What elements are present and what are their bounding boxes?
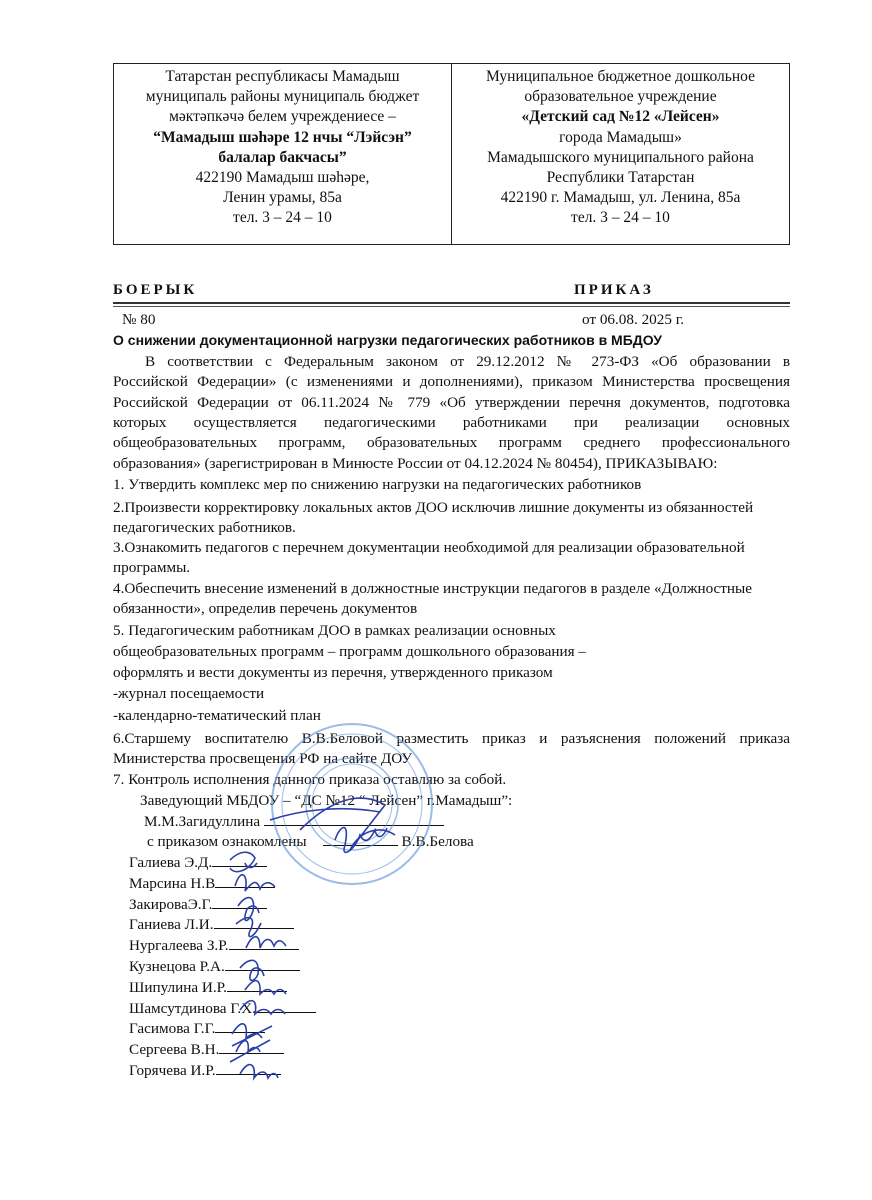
staff-name: Марсина Н.В	[129, 874, 216, 892]
body-line: 5. Педагогическим работникам ДОО в рамках реализации основных	[113, 622, 556, 639]
doc-type-russian: ПРИКАЗ	[574, 282, 654, 298]
staff-name: Гасимова Г.Г.	[129, 1020, 216, 1038]
letterhead-line: 422190 г. Мамадыш, ул. Ленина, 85а	[500, 189, 741, 207]
letterhead-line: Муниципальное бюджетное дошкольное	[486, 68, 755, 85]
staff-signature-row	[129, 979, 287, 997]
letterhead-line: Мамадышского муниципального района	[487, 148, 754, 166]
body-line: программы.	[113, 559, 191, 576]
letterhead-line: Республики Татарстан	[546, 169, 695, 187]
acquainted-name: В.В.Белова	[401, 833, 474, 850]
doc-type-tatar: БОЕРЫК	[113, 282, 198, 298]
staff-name: ЗакироваЭ.Г.	[129, 895, 213, 913]
staff-name: Кузнецова Р.А.	[129, 958, 225, 975]
divider	[113, 306, 790, 307]
signature-line	[215, 1032, 265, 1033]
letterhead-line: “Мамадыш шәһәре 12 нчы “Лэйсэн”	[153, 128, 412, 146]
body-line: 1. Утвердить комплекс мер по снижению нагрузки на педагогических работников	[113, 476, 642, 493]
signature-line	[212, 908, 267, 909]
body-line: педагогических работников.	[113, 519, 296, 536]
staff-name: Шипулина И.Р.	[129, 978, 227, 996]
body-line: Министерства просвещения РФ на сайте ДОУ	[113, 750, 413, 767]
letterhead-line: Татарстан республикасы Мамадыш	[165, 68, 400, 85]
staff-name: Ганиева Л.И.	[129, 916, 214, 934]
order-date: от 06.08. 2025 г.	[582, 311, 685, 328]
body-line: 6.Старшему воспитателю В.В.Беловой разместить приказ и разъяснения положений приказа	[113, 730, 790, 747]
doc-type-row	[113, 282, 790, 299]
letterhead-russian	[452, 64, 789, 244]
body-line: -календарно-тематический план	[113, 707, 321, 724]
divider	[113, 302, 790, 304]
signature-line	[227, 991, 287, 992]
order-number: № 80	[122, 311, 156, 328]
body-line: общеобразовательных программ – программ дошкольного образования –	[113, 643, 587, 660]
signature-line	[215, 887, 275, 888]
staff-signature-row	[129, 1020, 265, 1038]
staff-signature-row	[129, 896, 267, 914]
body-line: 4.Обеспечить внесение изменений в должностные инструкции педагогов в разделе «Должностные	[113, 580, 753, 597]
staff-name: Горячева И.Р.	[129, 1062, 216, 1079]
letterhead-line: тел. 3 – 24 – 10	[233, 209, 332, 227]
order-title: О снижении документационной нагрузки педагогических работников в МБДОУ	[113, 332, 663, 348]
staff-signature-row	[129, 875, 275, 893]
letterhead-line: 422190 Мамадыш шәһәре,	[195, 169, 370, 187]
staff-signature-row	[129, 958, 300, 976]
signature-line	[212, 866, 267, 867]
letterhead-line: балалар бакчасы”	[218, 148, 347, 166]
staff-signature-row	[129, 916, 294, 934]
signature-line	[323, 845, 398, 846]
signature-line	[225, 970, 300, 971]
body-line: Российской Федерации» (с изменениями и дополнениями), приказом Министерства просвещения	[113, 373, 790, 390]
staff-name: Нургалеева З.Р.	[129, 937, 229, 955]
head-name: М.М.Загидуллина	[144, 813, 261, 830]
letterhead-line: «Детский сад №12 «Лейсен»	[521, 108, 720, 126]
letterhead-line: тел. 3 – 24 – 10	[571, 209, 670, 227]
staff-signature-row	[129, 937, 299, 955]
signature-line	[216, 1074, 281, 1075]
staff-signature-row	[129, 854, 267, 872]
acquainted-line	[147, 833, 474, 851]
signature-line	[256, 1012, 316, 1013]
signature-line	[214, 928, 294, 929]
letterhead-line: муниципаль районы муниципаль бюджет	[145, 88, 420, 106]
body-line: общеобразовательных программ, образовательных программ среднего профессионального	[113, 434, 790, 451]
body-line: -журнал посещаемости	[113, 685, 265, 702]
acquainted-label: с приказом ознакомлены	[147, 833, 307, 850]
signature-line	[219, 1053, 284, 1054]
body-line: 3.Ознакомить педагогов с перечнем документации необходимой для реализации образовательной	[113, 539, 745, 556]
letterhead-line: мәктәпкәчә белем учреждениесе –	[169, 108, 396, 126]
head-name-line	[144, 813, 444, 831]
body-line: 7. Контроль исполнения данного приказа оставляю за собой.	[113, 771, 507, 788]
body-line: Российской Федерации от 06.11.2024 № 779 «Об утверждении перечня документов, подготовка	[113, 394, 790, 411]
body-line: оформлять и вести документы из перечня, утвержденного приказом	[113, 664, 553, 681]
staff-name: Шамсутдинова Г.Х.	[129, 999, 256, 1017]
letterhead-line: образовательное учреждение	[524, 88, 717, 106]
letterhead-line: Ленин урамы, 85а	[223, 189, 342, 207]
staff-name: Галиева Э.Д.	[129, 854, 213, 871]
letterhead-table	[113, 63, 790, 245]
body-line: которых осуществляется педагогическими работниками при реализации основных	[113, 414, 790, 431]
letterhead-line: города Мамадыш»	[559, 128, 682, 146]
body-line: 2.Произвести корректировку локальных актов ДОО исключив лишние документы из обязанностей	[113, 499, 754, 516]
staff-signature-row	[129, 1000, 316, 1018]
letterhead-tatar	[114, 64, 452, 244]
signature-line	[264, 825, 444, 826]
body-line: В соответствии с Федеральным законом от 29.12.2012 № 273-ФЗ «Об образовании в	[145, 353, 790, 370]
body-line: обязанности», определив перечень документов	[113, 600, 418, 617]
signature-line	[229, 949, 299, 950]
body-line: образования» (зарегистрирован в Минюсте России от 04.12.2024 № 80454), ПРИКАЗЫВАЮ:	[113, 455, 718, 472]
head-position: Заведующий МБДОУ – “ДС №12 “ Лейсен” г.Мамадыш”:	[140, 792, 513, 809]
staff-signature-row	[129, 1062, 281, 1080]
staff-signature-row	[129, 1041, 284, 1059]
staff-name: Сергеева В.Н.	[129, 1041, 220, 1059]
